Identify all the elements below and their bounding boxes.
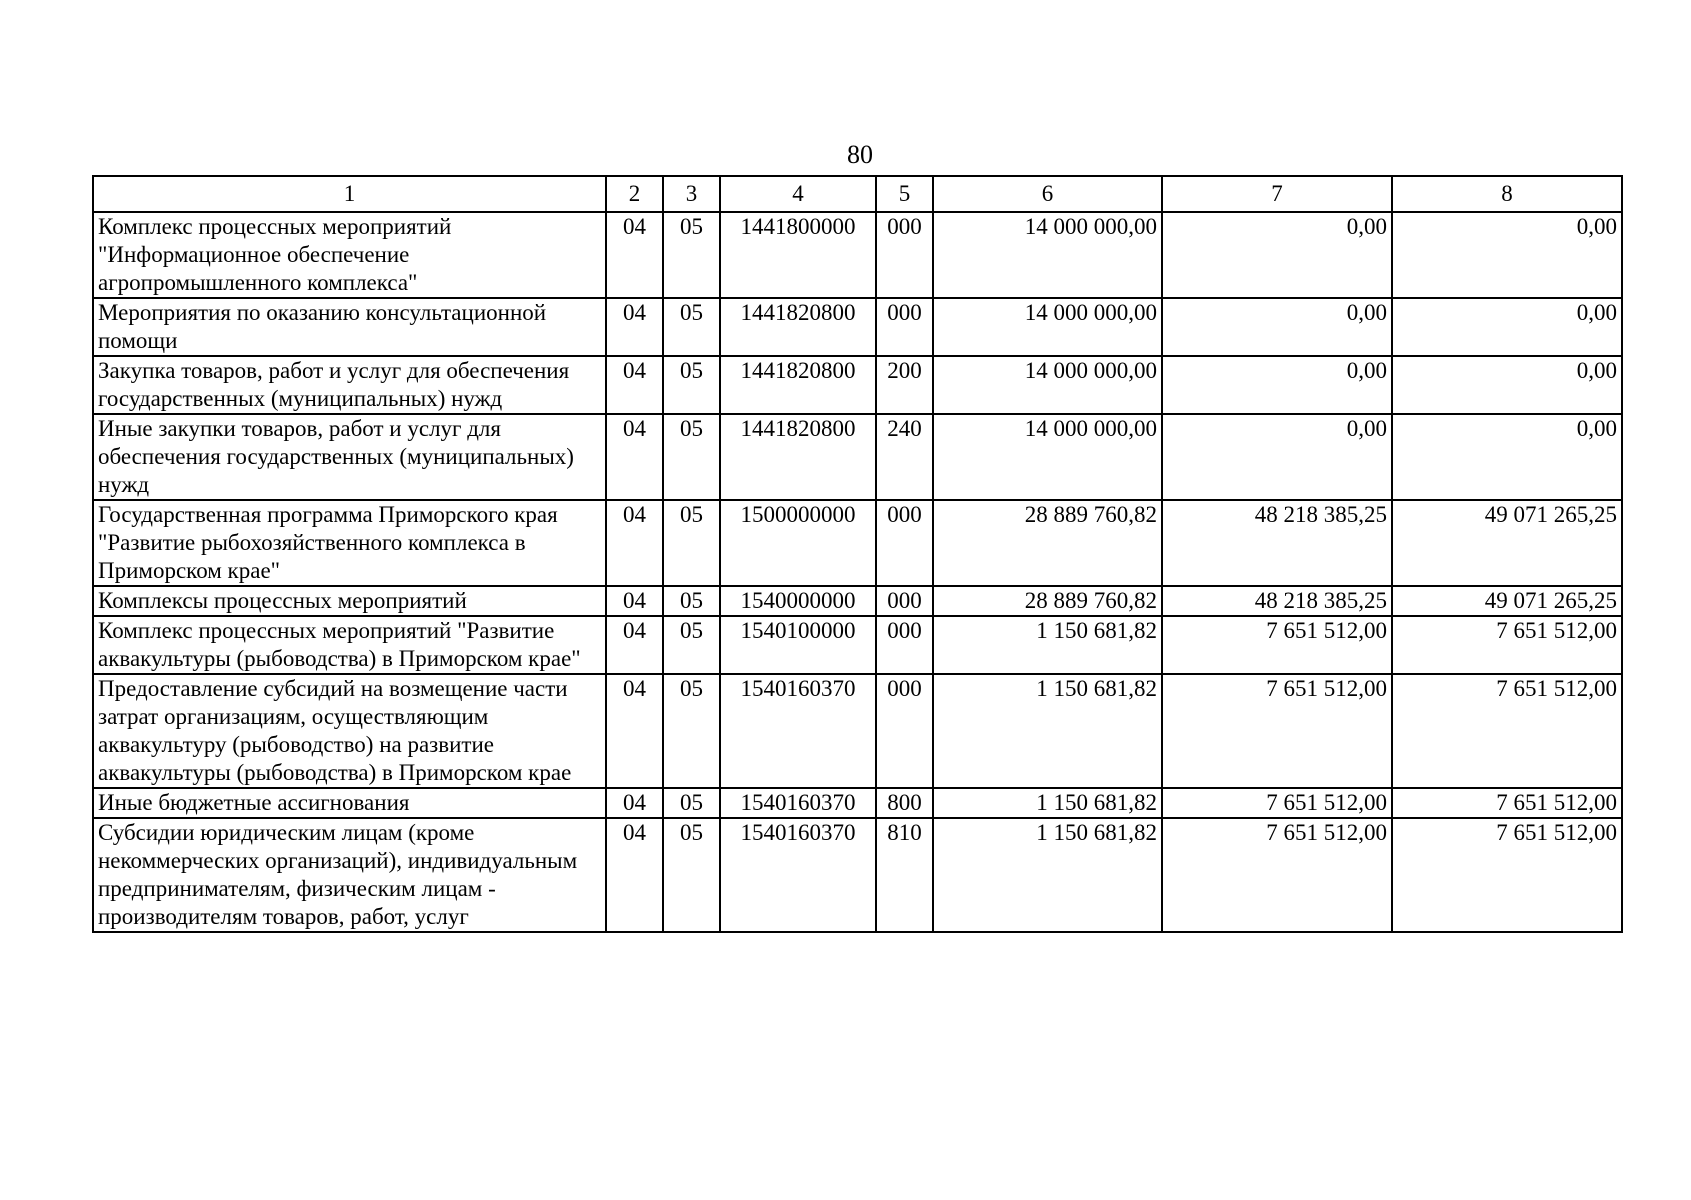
section-code: 04: [606, 674, 663, 788]
amount-col6: 14 000 000,00: [933, 212, 1162, 298]
column-header-6: 6: [933, 176, 1162, 212]
amount-col6: 14 000 000,00: [933, 356, 1162, 414]
target-article-code: 1540160370: [720, 788, 876, 818]
table-row: [93, 616, 1622, 674]
amount-col8: 49 071 265,25: [1392, 500, 1622, 586]
table-row: [93, 500, 1622, 586]
column-header-4: 4: [720, 176, 876, 212]
column-header-7: 7: [1162, 176, 1392, 212]
row-name: Государственная программа Приморского края "Развитие рыбохозяйственного комплекса в Приморском крае": [93, 500, 606, 586]
target-article-code: 1441820800: [720, 356, 876, 414]
subsection-code: 05: [663, 674, 720, 788]
table-row: [93, 212, 1622, 298]
amount-col8: 7 651 512,00: [1392, 616, 1622, 674]
section-code: 04: [606, 212, 663, 298]
amount-col7: 48 218 385,25: [1162, 586, 1392, 616]
subsection-code: 05: [663, 616, 720, 674]
amount-col6: 28 889 760,82: [933, 500, 1162, 586]
table-row: [93, 818, 1622, 932]
target-article-code: 1540160370: [720, 674, 876, 788]
row-name: Иные закупки товаров, работ и услуг для обеспечения государственных (муниципальных) нужд: [93, 414, 606, 500]
table-row: [93, 788, 1622, 818]
amount-col6: 14 000 000,00: [933, 414, 1162, 500]
target-article-code: 1540000000: [720, 586, 876, 616]
row-name: Предоставление субсидий на возмещение части затрат организациям, осуществляющим аквакультуру (рыбоводство) на развитие аквакультуры (рыбоводства) в Приморском крае: [93, 674, 606, 788]
subsection-code: 05: [663, 356, 720, 414]
amount-col6: 1 150 681,82: [933, 616, 1162, 674]
amount-col8: 49 071 265,25: [1392, 586, 1622, 616]
column-header-5: 5: [876, 176, 933, 212]
target-article-code: 1540100000: [720, 616, 876, 674]
expense-type-code: 000: [876, 212, 933, 298]
row-name: Комплекс процессных мероприятий "Информационное обеспечение агропромышленного комплекса": [93, 212, 606, 298]
amount-col7: 0,00: [1162, 212, 1392, 298]
section-code: 04: [606, 818, 663, 932]
target-article-code: 1500000000: [720, 500, 876, 586]
amount-col8: 0,00: [1392, 212, 1622, 298]
table-row: [93, 298, 1622, 356]
amount-col6: 14 000 000,00: [933, 298, 1162, 356]
subsection-code: 05: [663, 414, 720, 500]
amount-col8: 7 651 512,00: [1392, 818, 1622, 932]
section-code: 04: [606, 356, 663, 414]
section-code: 04: [606, 414, 663, 500]
row-name: Субсидии юридическим лицам (кроме некоммерческих организаций), индивидуальным предпринимателям, физическим лицам - производителям товаров, работ, услуг: [93, 818, 606, 932]
amount-col6: 28 889 760,82: [933, 586, 1162, 616]
header-row: [93, 176, 1622, 212]
row-name: Иные бюджетные ассигнования: [93, 788, 606, 818]
subsection-code: 05: [663, 788, 720, 818]
row-name: Закупка товаров, работ и услуг для обеспечения государственных (муниципальных) нужд: [93, 356, 606, 414]
amount-col8: 0,00: [1392, 414, 1622, 500]
amount-col7: 7 651 512,00: [1162, 674, 1392, 788]
target-article-code: 1540160370: [720, 818, 876, 932]
expense-type-code: 000: [876, 586, 933, 616]
amount-col7: 7 651 512,00: [1162, 788, 1392, 818]
table-row: [93, 414, 1622, 500]
amount-col7: 7 651 512,00: [1162, 616, 1392, 674]
subsection-code: 05: [663, 298, 720, 356]
row-name: Мероприятия по оказанию консультационной помощи: [93, 298, 606, 356]
expense-type-code: 200: [876, 356, 933, 414]
section-code: 04: [606, 586, 663, 616]
section-code: 04: [606, 616, 663, 674]
expense-type-code: 800: [876, 788, 933, 818]
page-number: 80: [847, 140, 873, 169]
table-row: [93, 356, 1622, 414]
target-article-code: 1441800000: [720, 212, 876, 298]
expense-type-code: 240: [876, 414, 933, 500]
expense-type-code: 000: [876, 674, 933, 788]
table-header: [93, 176, 1622, 212]
amount-col7: 48 218 385,25: [1162, 500, 1392, 586]
amount-col6: 1 150 681,82: [933, 788, 1162, 818]
expense-type-code: 000: [876, 298, 933, 356]
column-header-1: 1: [93, 176, 606, 212]
table-row: [93, 674, 1622, 788]
amount-col6: 1 150 681,82: [933, 818, 1162, 932]
budget-table: [92, 175, 1623, 933]
amount-col7: 0,00: [1162, 298, 1392, 356]
amount-col8: 0,00: [1392, 356, 1622, 414]
expense-type-code: 000: [876, 500, 933, 586]
subsection-code: 05: [663, 212, 720, 298]
amount-col8: 7 651 512,00: [1392, 674, 1622, 788]
expense-type-code: 000: [876, 616, 933, 674]
amount-col6: 1 150 681,82: [933, 674, 1162, 788]
table-row: [93, 586, 1622, 616]
amount-col7: 0,00: [1162, 414, 1392, 500]
amount-col7: 7 651 512,00: [1162, 818, 1392, 932]
amount-col8: 7 651 512,00: [1392, 788, 1622, 818]
column-header-8: 8: [1392, 176, 1622, 212]
row-name: Комплексы процессных мероприятий: [93, 586, 606, 616]
column-header-2: 2: [606, 176, 663, 212]
subsection-code: 05: [663, 586, 720, 616]
section-code: 04: [606, 788, 663, 818]
target-article-code: 1441820800: [720, 414, 876, 500]
column-header-3: 3: [663, 176, 720, 212]
table-body: [93, 212, 1622, 932]
amount-col7: 0,00: [1162, 356, 1392, 414]
section-code: 04: [606, 298, 663, 356]
expense-type-code: 810: [876, 818, 933, 932]
amount-col8: 0,00: [1392, 298, 1622, 356]
target-article-code: 1441820800: [720, 298, 876, 356]
section-code: 04: [606, 500, 663, 586]
subsection-code: 05: [663, 500, 720, 586]
subsection-code: 05: [663, 818, 720, 932]
row-name: Комплекс процессных мероприятий "Развитие аквакультуры (рыбоводства) в Приморском крае": [93, 616, 606, 674]
